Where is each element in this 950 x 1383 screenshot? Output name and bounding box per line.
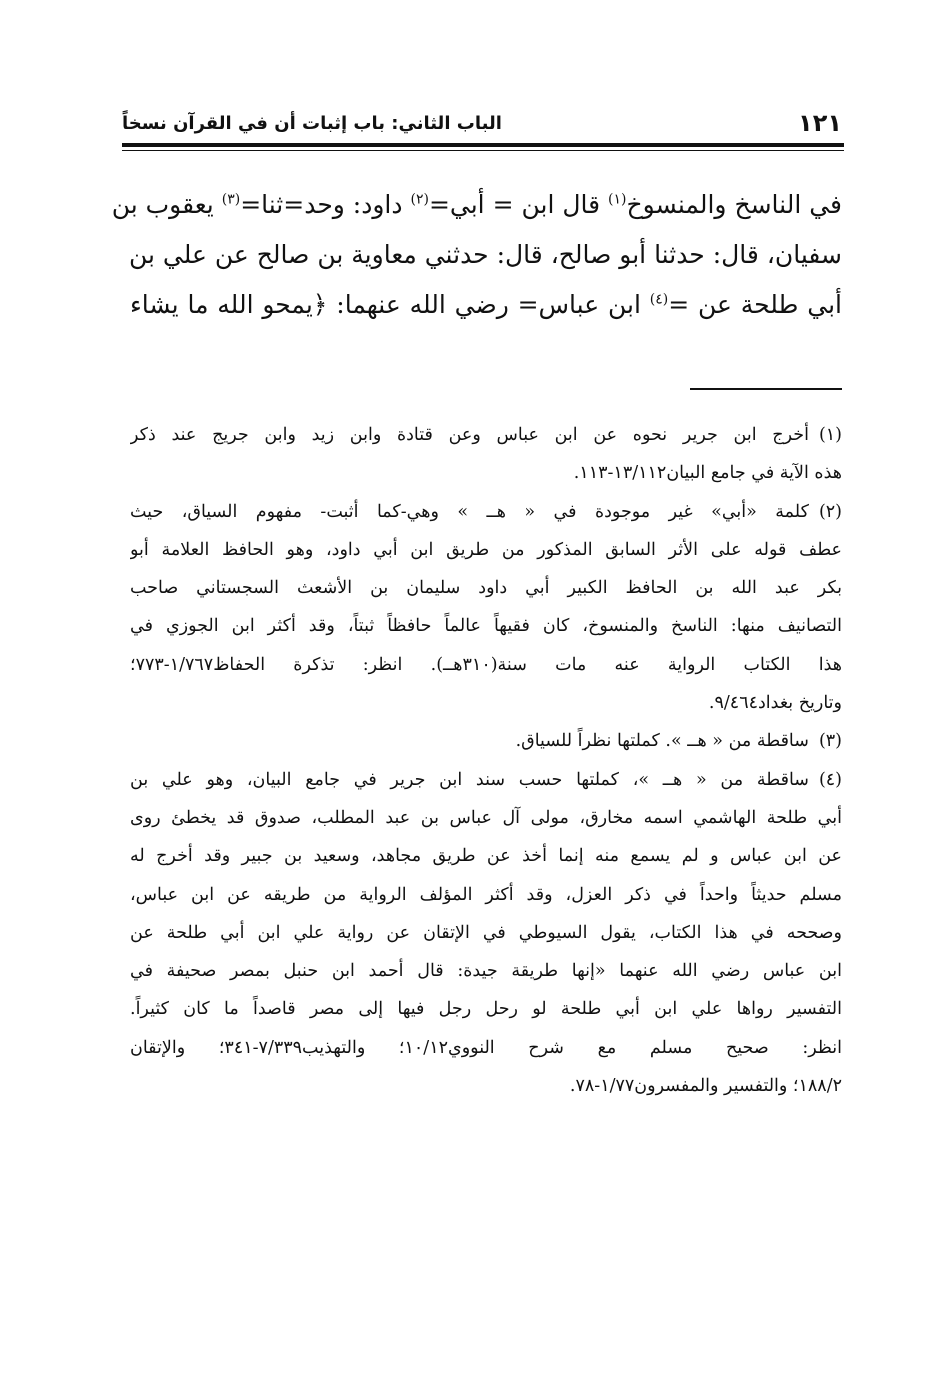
footnote-2-line: هذا الكتاب الرواية عنه مات سنة(٣١٠هــ). انظر: تذكرة الحفاظ١/٧٦٧-٧٧٣؛	[130, 654, 842, 675]
footnote-1-line: (١)أخرج ابن جرير نحوه عن ابن عباس وعن قتادة وابن زيد وابن جريج عند ذكر	[130, 425, 842, 445]
footnote-separator	[690, 388, 842, 390]
footnotes	[130, 416, 842, 1105]
footnote-4-line: التفسير رواها علي ابن أبي طلحة لو رحل رجل فيها إلى مصر قاصداً ما كان كثيراً.	[130, 999, 842, 1020]
footnote-3-line: (٣)ساقطة من « هــ ». كملتها نظراً للسياق.	[515, 731, 842, 752]
footnote-2-line: بكر عبد الله بن الحافظ الكبير أبي داود سليمان بن الأشعث السجستاني صاحب	[130, 578, 842, 599]
header-rule-thick	[122, 143, 844, 147]
footnote-ref-1: (١)	[608, 191, 627, 208]
footnote-ref-3: (٣)	[221, 191, 241, 208]
footnote-ref-2: (٢)	[410, 191, 429, 208]
footnote-ref-4: (٤)	[649, 291, 669, 308]
footnote-4-line: وصححه في هذا الكتاب، يقول السيوطي في الإتقان عن رواية علي ابن أبي طلحة عن	[130, 922, 842, 943]
header-rule-thin	[122, 150, 844, 151]
footnote-4-line: انظر: صحيح مسلم مع شرح النووي١٠/١٢؛ والتهذيب٧/٣٣٩-٣٤١؛ والإتقان	[130, 1037, 842, 1058]
footnote-2-number: (٢)	[818, 501, 842, 522]
footnote-4-line: مسلم حديثاً واحداً في ذكر العزل، وقد أكثر المؤلف الرواية من طريقه عن ابن عباس،	[130, 884, 842, 905]
footnote-1-line: هذه الآية في جامع البيان١٣/١١٢-١١٣.	[573, 463, 842, 484]
footnote-4-line: ١٨٨/٢؛ والتفسير والمفسرون١/٧٧-٧٨.	[569, 1076, 842, 1097]
page-header	[122, 108, 842, 140]
main-line-1: في الناسخ والمنسوخ$^{(١)}$ قال ابن = أبي=$^{(٢)}$ داود: وحد=ثنا=$^{(٣)}$ يعقوب بن	[111, 190, 842, 219]
footnote-4-line: أبي طلحة الهاشمي اسمه مخارق، مولى آل عباس بن عبد المطلب، صدوق قد يخطئ روى	[130, 807, 842, 828]
running-title: الباب الثاني: باب إثبات أن في القرآن نسخاً	[122, 113, 502, 134]
footnote-2-line: عطف قوله على الأثر السابق المذكور من طريق ابن أبي داود، وهو الحافظ العلامة أبو	[130, 539, 842, 560]
footnote-4-number: (٤)	[818, 769, 842, 790]
main-line-3: أبي طلحة عن =$^{(٤)}$ ابن عباس= رضي الله عنهما: ﴿يمحو الله ما يشاء	[130, 290, 842, 319]
footnote-2-line: التصانيف منها: الناسخ والمنسوخ، كان فقيهاً عالماً حافظاً ثبتاً، وقد أكثر ابن الجوزي في	[130, 616, 842, 637]
main-text	[111, 180, 842, 330]
footnote-4-line: عن ابن عباس و لم يسمع منه إنما أخذ عن طريق مجاهد، وسعيد بن جبير وقد أخرج له	[130, 846, 842, 867]
page-number: ١٢١	[798, 109, 842, 137]
footnote-3-number: (٣)	[818, 731, 842, 752]
footnote-4-line: ابن عباس رضي الله عنهما «إنها طريقة جيدة: قال أحمد ابن حنبل بمصر صحيفة في	[130, 961, 842, 982]
footnote-1-number: (١)	[818, 425, 842, 445]
quran-quote: ﴿يمحو الله ما يشاء	[130, 290, 328, 319]
footnote-2-line: (٢)كلمة «أبي» غير موجودة في « هــ » وهي-كما أثبت- مفهوم السياق، حيث	[130, 501, 842, 522]
main-line-2: سفيان، قال: حدثنا أبو صالح، قال: حدثني معاوية بن صالح عن علي بن	[128, 240, 842, 269]
footnote-2-line: وتاريخ بغداد٩/٤٦٤.	[708, 693, 842, 714]
footnote-4-line: (٤)ساقطة من « هــ »، كملتها حسب سند ابن جرير في جامع البيان، وهو علي بن	[130, 769, 842, 790]
